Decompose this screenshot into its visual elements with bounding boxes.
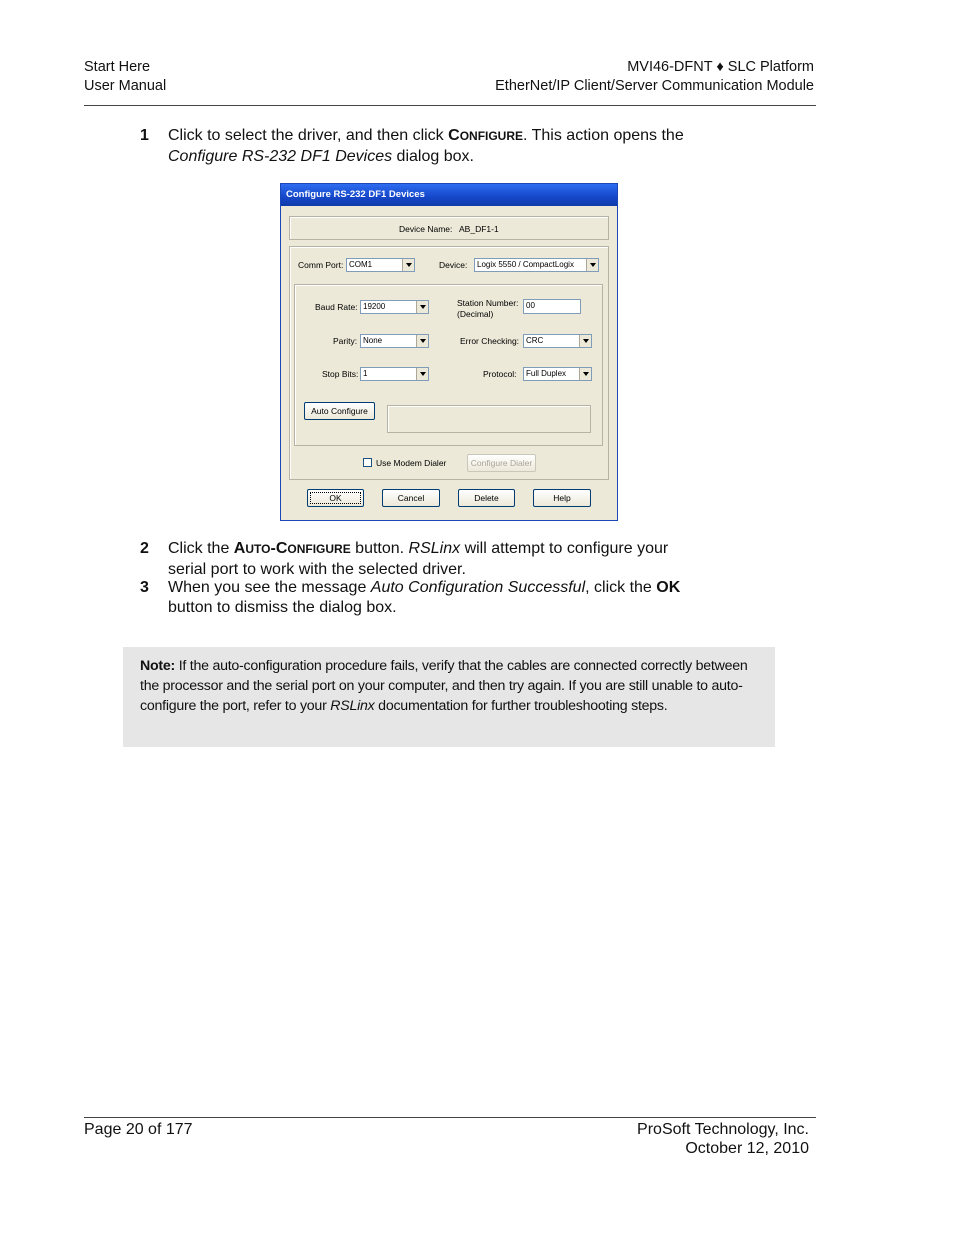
parity-select[interactable] bbox=[360, 334, 429, 348]
step-text bbox=[168, 578, 768, 617]
use-modem-dialer-checkbox[interactable] bbox=[363, 458, 372, 467]
footer-rule bbox=[84, 1117, 816, 1118]
station-number-input[interactable] bbox=[523, 299, 581, 314]
baud-rate-select[interactable] bbox=[360, 300, 429, 314]
chevron-down-icon[interactable] bbox=[402, 259, 414, 271]
select-value: 1 bbox=[363, 369, 368, 378]
step-number: 1 bbox=[140, 127, 149, 144]
page-number: Page 20 of 177 bbox=[84, 1121, 193, 1138]
step-text-part: serial port to work with the selected driver. bbox=[168, 560, 466, 578]
chevron-down-icon[interactable] bbox=[416, 335, 428, 347]
select-value: CRC bbox=[526, 336, 544, 345]
auto-configure-status-box bbox=[387, 405, 591, 433]
chevron-down-icon[interactable] bbox=[416, 301, 428, 313]
note-box bbox=[123, 647, 775, 747]
step-1 bbox=[140, 126, 780, 166]
select-value: COM1 bbox=[349, 260, 373, 269]
select-value: Full Duplex bbox=[526, 369, 567, 378]
note-text-part: If the auto-configuration procedure fails, verify that the cables are connected correctly between the processor and the serial port on your computer, and then try again. If you are still unable to auto-configure the port, refer to your bbox=[140, 658, 748, 714]
chevron-down-icon[interactable] bbox=[579, 368, 591, 380]
comm-port-select[interactable] bbox=[346, 258, 415, 272]
note-text bbox=[140, 657, 760, 716]
station-number-sublabel: (Decimal) bbox=[457, 309, 494, 319]
configure-dialer-button[interactable]: Configure Dialer bbox=[467, 454, 536, 472]
baud-rate-label: Baud Rate: bbox=[315, 302, 358, 312]
header-left bbox=[84, 58, 166, 96]
step-text-part: dialog box. bbox=[392, 147, 474, 165]
header-doc-type: User Manual bbox=[84, 78, 167, 94]
product-name-italic: RSLinx bbox=[408, 540, 461, 557]
stop-bits-label: Stop Bits: bbox=[322, 369, 359, 379]
device-name-label: Device Name: bbox=[399, 224, 453, 234]
input-value: 00 bbox=[526, 301, 535, 310]
note-label: Note: bbox=[140, 658, 176, 674]
station-number-label: Station Number: bbox=[457, 298, 519, 308]
note-italic: RSLinx bbox=[330, 697, 375, 714]
step-text-part: When you see the message bbox=[168, 579, 371, 596]
term-small: UTO bbox=[245, 542, 271, 556]
term-small: ONFIGURE bbox=[459, 129, 524, 143]
chevron-down-icon[interactable] bbox=[416, 368, 428, 380]
step-text-part: will attempt to configure your bbox=[460, 540, 669, 557]
device-label: Device: bbox=[439, 260, 468, 270]
dialog-title: Configure RS-232 DF1 Devices bbox=[281, 184, 617, 206]
step-text-part: Click to select the driver, and then click bbox=[168, 127, 449, 144]
protocol-label: Protocol: bbox=[483, 369, 517, 379]
step-text bbox=[168, 126, 768, 166]
term-cap: A bbox=[233, 540, 246, 557]
header-section: Start Here bbox=[84, 59, 151, 75]
ok-term-bold: OK bbox=[656, 579, 681, 596]
parity-label: Parity: bbox=[333, 336, 358, 346]
protocol-select[interactable] bbox=[523, 367, 592, 381]
step-number: 2 bbox=[140, 540, 149, 557]
error-checking-label: Error Checking: bbox=[460, 336, 520, 346]
step-text-part: , click the bbox=[585, 579, 657, 596]
footer-company: ProSoft Technology, Inc. bbox=[637, 1121, 809, 1138]
auto-configure-button[interactable]: Auto Configure bbox=[304, 402, 375, 420]
device-name-value: AB_DF1-1 bbox=[459, 224, 499, 234]
step-2 bbox=[140, 539, 780, 579]
term-small: ONFIGURE bbox=[287, 542, 351, 556]
ui-term-auto-configure bbox=[234, 540, 351, 557]
step-3 bbox=[140, 578, 780, 618]
term-cap: -C bbox=[270, 540, 288, 557]
step-text-part: Click the bbox=[168, 540, 234, 557]
header-rule bbox=[84, 105, 816, 106]
footer-date: October 12, 2010 bbox=[685, 1140, 809, 1157]
ui-term-configure bbox=[448, 127, 523, 144]
error-checking-select[interactable] bbox=[523, 334, 592, 348]
note-text-part: documentation for further troubleshooting steps. bbox=[374, 697, 668, 714]
message-italic: Auto Configuration Successful bbox=[370, 579, 586, 596]
step-text-part: button to dismiss the dialog box. bbox=[168, 598, 397, 616]
footer-right bbox=[637, 1120, 809, 1158]
comm-port-label: Comm Port: bbox=[298, 260, 344, 270]
cancel-button[interactable]: Cancel bbox=[382, 489, 440, 507]
header-product: MVI46-DFNT ♦ SLC Platform bbox=[627, 59, 814, 75]
delete-button[interactable]: Delete bbox=[458, 489, 515, 507]
use-modem-dialer-label: Use Modem Dialer bbox=[376, 458, 447, 468]
chevron-down-icon[interactable] bbox=[579, 335, 591, 347]
step-number: 3 bbox=[140, 579, 149, 596]
help-button[interactable]: Help bbox=[533, 489, 591, 507]
chevron-down-icon[interactable] bbox=[586, 259, 598, 271]
step-text-part: button. bbox=[350, 540, 409, 557]
select-value: None bbox=[363, 336, 383, 345]
select-value: Logix 5550 / CompactLogix bbox=[477, 260, 574, 269]
device-select[interactable] bbox=[474, 258, 599, 272]
configure-dialog bbox=[280, 183, 618, 521]
step-text-part: . This action opens the bbox=[523, 127, 684, 144]
header-right bbox=[495, 58, 814, 96]
term-cap: C bbox=[448, 127, 460, 144]
ok-button[interactable]: OK bbox=[307, 489, 364, 507]
header-module: EtherNet/IP Client/Server Communication Module bbox=[495, 78, 814, 94]
select-value: 19200 bbox=[363, 302, 386, 311]
dialog-name-italic: Configure RS-232 DF1 Devices bbox=[168, 147, 393, 165]
stop-bits-select[interactable] bbox=[360, 367, 429, 381]
step-text bbox=[168, 539, 768, 579]
